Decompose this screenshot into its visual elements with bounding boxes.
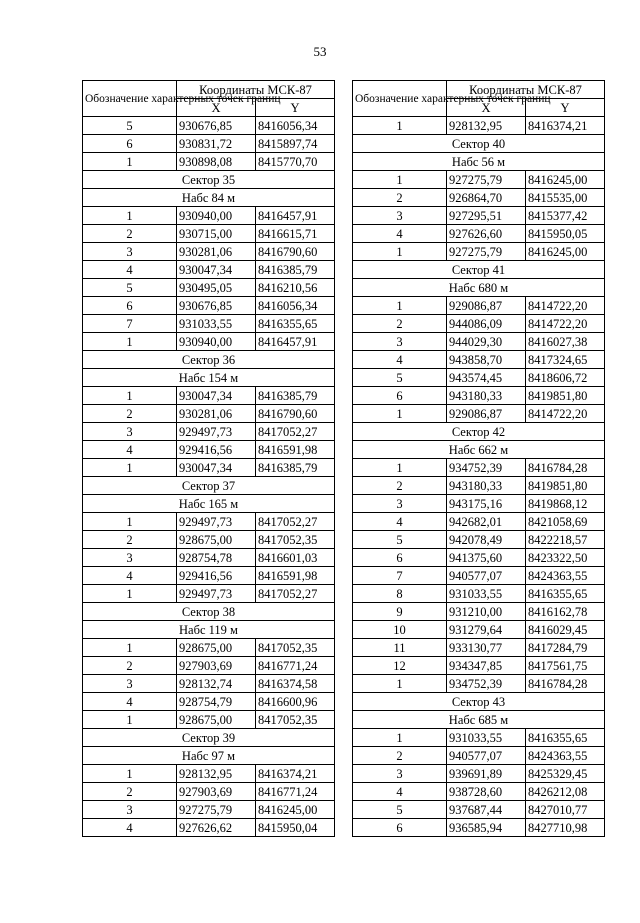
table-row — [83, 297, 335, 315]
x-coordinate: 943175,16 — [447, 495, 526, 513]
y-coordinate: 8419851,80 — [526, 387, 605, 405]
point-number: 3 — [353, 495, 447, 513]
table-row — [83, 801, 335, 819]
point-number: 6 — [353, 387, 447, 405]
table-row — [353, 675, 605, 693]
x-coordinate: 944029,30 — [447, 333, 526, 351]
x-coordinate: 931279,64 — [447, 621, 526, 639]
section-row — [83, 477, 335, 495]
point-number: 1 — [83, 459, 177, 477]
y-coordinate: 8427710,98 — [526, 819, 605, 837]
section-row — [353, 261, 605, 279]
section-label: Набс 119 м — [83, 621, 335, 639]
point-number: 1 — [83, 711, 177, 729]
table-row — [83, 765, 335, 783]
table-row — [83, 441, 335, 459]
y-coordinate: 8416771,24 — [256, 783, 335, 801]
y-coordinate: 8416385,79 — [256, 387, 335, 405]
x-coordinate: 931210,00 — [447, 603, 526, 621]
section-label: Набс 56 м — [353, 153, 605, 171]
point-number: 5 — [353, 801, 447, 819]
point-number: 3 — [353, 333, 447, 351]
x-coordinate: 930047,34 — [177, 459, 256, 477]
point-number: 6 — [353, 549, 447, 567]
point-number: 3 — [83, 801, 177, 819]
table-row — [353, 621, 605, 639]
table-row — [83, 459, 335, 477]
y-coordinate: 8417052,27 — [256, 585, 335, 603]
y-coordinate: 8416591,98 — [256, 441, 335, 459]
y-coordinate: 8415950,04 — [256, 819, 335, 837]
page-number: 53 — [313, 44, 327, 59]
table-row — [83, 405, 335, 423]
point-number: 2 — [83, 783, 177, 801]
y-coordinate: 8424363,55 — [526, 567, 605, 585]
y-coordinate: 8416374,21 — [256, 765, 335, 783]
section-label: Сектор 38 — [83, 603, 335, 621]
point-number: 1 — [83, 333, 177, 351]
table-row — [83, 261, 335, 279]
table-row — [353, 549, 605, 567]
table-body-left — [83, 117, 335, 837]
table-row — [83, 225, 335, 243]
x-coordinate: 927626,60 — [447, 225, 526, 243]
point-number: 11 — [353, 639, 447, 657]
x-coordinate: 943858,70 — [447, 351, 526, 369]
point-number: 5 — [83, 117, 177, 135]
y-coordinate: 8414722,20 — [526, 315, 605, 333]
table-row — [353, 783, 605, 801]
y-coordinate: 8425329,45 — [526, 765, 605, 783]
x-coordinate: 928754,78 — [177, 549, 256, 567]
x-coordinate: 943180,33 — [447, 477, 526, 495]
point-number: 4 — [353, 351, 447, 369]
y-coordinate: 8416162,78 — [526, 603, 605, 621]
point-number: 3 — [83, 549, 177, 567]
point-number: 2 — [83, 531, 177, 549]
point-number: 5 — [353, 531, 447, 549]
table-row — [353, 459, 605, 477]
x-coordinate: 930281,06 — [177, 405, 256, 423]
table-row — [83, 135, 335, 153]
y-column-header: Y — [256, 99, 335, 117]
point-number: 1 — [353, 171, 447, 189]
point-number: 5 — [83, 279, 177, 297]
table-row — [353, 477, 605, 495]
x-column-header: X — [447, 99, 526, 117]
point-number: 1 — [83, 387, 177, 405]
table-row — [353, 225, 605, 243]
x-coordinate: 927903,69 — [177, 783, 256, 801]
x-coordinate: 929416,56 — [177, 567, 256, 585]
point-number: 6 — [83, 297, 177, 315]
x-coordinate: 927903,69 — [177, 657, 256, 675]
point-number: 6 — [353, 819, 447, 837]
point-number: 7 — [83, 315, 177, 333]
x-coordinate: 926864,70 — [447, 189, 526, 207]
table-row — [353, 603, 605, 621]
point-number: 4 — [83, 441, 177, 459]
table-row — [353, 117, 605, 135]
y-coordinate: 8423322,50 — [526, 549, 605, 567]
table-row — [83, 657, 335, 675]
table-row — [83, 423, 335, 441]
y-coordinate: 8415535,00 — [526, 189, 605, 207]
section-row — [353, 135, 605, 153]
x-coordinate: 928132,95 — [177, 765, 256, 783]
table-row — [353, 639, 605, 657]
point-number: 1 — [83, 765, 177, 783]
x-coordinate: 933130,77 — [447, 639, 526, 657]
point-number: 1 — [83, 639, 177, 657]
point-number: 9 — [353, 603, 447, 621]
point-number: 4 — [353, 513, 447, 531]
point-number: 10 — [353, 621, 447, 639]
point-number: 1 — [353, 675, 447, 693]
section-row — [83, 495, 335, 513]
y-coordinate: 8417052,35 — [256, 711, 335, 729]
table-row — [353, 333, 605, 351]
point-number: 2 — [83, 225, 177, 243]
table-row — [83, 387, 335, 405]
y-coordinate: 8419851,80 — [526, 477, 605, 495]
y-coordinate: 8416245,00 — [526, 171, 605, 189]
y-coordinate: 8416790,60 — [256, 243, 335, 261]
point-number: 5 — [353, 369, 447, 387]
y-coordinate: 8416457,91 — [256, 207, 335, 225]
x-coordinate: 930715,00 — [177, 225, 256, 243]
section-label: Сектор 35 — [83, 171, 335, 189]
y-coordinate: 8426212,08 — [526, 783, 605, 801]
x-coordinate: 927275,79 — [177, 801, 256, 819]
x-coordinate: 940577,07 — [447, 567, 526, 585]
table-row — [353, 207, 605, 225]
x-coordinate: 928132,74 — [177, 675, 256, 693]
section-label: Сектор 40 — [353, 135, 605, 153]
y-column-header: Y — [526, 99, 605, 117]
table-row — [353, 189, 605, 207]
y-coordinate: 8424363,55 — [526, 747, 605, 765]
point-number: 6 — [83, 135, 177, 153]
x-coordinate: 938728,60 — [447, 783, 526, 801]
y-coordinate: 8415897,74 — [256, 135, 335, 153]
point-number: 1 — [83, 153, 177, 171]
x-coordinate: 934752,39 — [447, 459, 526, 477]
y-coordinate: 8417052,35 — [256, 531, 335, 549]
table-row — [353, 315, 605, 333]
table-row — [83, 117, 335, 135]
coordinates-table-left — [82, 80, 335, 837]
x-column-header: X — [177, 99, 256, 117]
table-row — [83, 315, 335, 333]
section-row — [83, 603, 335, 621]
y-coordinate: 8414722,20 — [526, 297, 605, 315]
table-row — [83, 711, 335, 729]
y-coordinate: 8416771,24 — [256, 657, 335, 675]
x-coordinate: 929497,73 — [177, 585, 256, 603]
table-row — [83, 207, 335, 225]
y-coordinate: 8415377,42 — [526, 207, 605, 225]
section-row — [83, 729, 335, 747]
section-label: Набс 154 м — [83, 369, 335, 387]
point-number: 1 — [83, 585, 177, 603]
table-row — [353, 369, 605, 387]
table-row — [353, 171, 605, 189]
point-number: 4 — [353, 783, 447, 801]
y-coordinate: 8416355,65 — [256, 315, 335, 333]
y-coordinate: 8416027,38 — [526, 333, 605, 351]
y-coordinate: 8416374,58 — [256, 675, 335, 693]
x-coordinate: 942682,01 — [447, 513, 526, 531]
table-row — [353, 387, 605, 405]
section-row — [353, 153, 605, 171]
section-row — [353, 441, 605, 459]
y-coordinate: 8414722,20 — [526, 405, 605, 423]
table-row — [353, 819, 605, 837]
y-coordinate: 8416056,34 — [256, 117, 335, 135]
point-number: 7 — [353, 567, 447, 585]
point-designation-header: Обозначение характерных точек границ — [83, 81, 177, 117]
x-coordinate: 930047,34 — [177, 261, 256, 279]
table-row — [353, 513, 605, 531]
point-number: 8 — [353, 585, 447, 603]
point-number: 12 — [353, 657, 447, 675]
point-number: 3 — [353, 207, 447, 225]
y-coordinate: 8416245,00 — [526, 243, 605, 261]
x-coordinate: 930898,08 — [177, 153, 256, 171]
point-designation-header: Обозначение характерных точек границ — [353, 81, 447, 117]
section-row — [353, 711, 605, 729]
x-coordinate: 927295,51 — [447, 207, 526, 225]
section-row — [353, 279, 605, 297]
table-row — [353, 801, 605, 819]
point-number: 1 — [353, 459, 447, 477]
y-coordinate: 8417284,79 — [526, 639, 605, 657]
table-row — [83, 333, 335, 351]
section-label: Набс 84 м — [83, 189, 335, 207]
y-coordinate: 8416784,28 — [526, 675, 605, 693]
y-coordinate: 8416374,21 — [526, 117, 605, 135]
x-coordinate: 927275,79 — [447, 171, 526, 189]
x-coordinate: 943180,33 — [447, 387, 526, 405]
y-coordinate: 8417052,27 — [256, 513, 335, 531]
table-row — [353, 765, 605, 783]
x-coordinate: 928675,00 — [177, 639, 256, 657]
point-number: 4 — [83, 261, 177, 279]
point-number: 2 — [83, 405, 177, 423]
point-number: 1 — [353, 243, 447, 261]
point-number: 1 — [83, 207, 177, 225]
x-coordinate: 928754,79 — [177, 693, 256, 711]
section-label: Сектор 37 — [83, 477, 335, 495]
y-coordinate: 8416457,91 — [256, 333, 335, 351]
x-coordinate: 941375,60 — [447, 549, 526, 567]
y-coordinate: 8421058,69 — [526, 513, 605, 531]
point-number: 2 — [353, 747, 447, 765]
table-row — [83, 585, 335, 603]
point-number: 2 — [83, 657, 177, 675]
table-row — [83, 153, 335, 171]
y-coordinate: 8416601,03 — [256, 549, 335, 567]
y-coordinate: 8418606,72 — [526, 369, 605, 387]
y-coordinate: 8416615,71 — [256, 225, 335, 243]
point-number: 3 — [83, 675, 177, 693]
table-row — [353, 531, 605, 549]
x-coordinate: 940577,07 — [447, 747, 526, 765]
x-coordinate: 931033,55 — [177, 315, 256, 333]
x-coordinate: 944086,09 — [447, 315, 526, 333]
x-coordinate: 934752,39 — [447, 675, 526, 693]
y-coordinate: 8416355,65 — [526, 585, 605, 603]
table-row — [83, 783, 335, 801]
y-coordinate: 8417324,65 — [526, 351, 605, 369]
y-coordinate: 8416385,79 — [256, 459, 335, 477]
point-number: 3 — [353, 765, 447, 783]
section-label: Набс 685 м — [353, 711, 605, 729]
point-number: 2 — [353, 315, 447, 333]
table-row — [353, 405, 605, 423]
table-row — [353, 747, 605, 765]
x-coordinate: 930940,00 — [177, 333, 256, 351]
table-row — [83, 567, 335, 585]
table-row — [353, 657, 605, 675]
x-coordinate: 929497,73 — [177, 423, 256, 441]
x-coordinate: 931033,55 — [447, 729, 526, 747]
x-coordinate: 931033,55 — [447, 585, 526, 603]
section-label: Набс 680 м — [353, 279, 605, 297]
point-number: 2 — [353, 189, 447, 207]
table-row — [353, 297, 605, 315]
section-row — [83, 621, 335, 639]
y-coordinate: 8419868,12 — [526, 495, 605, 513]
section-row — [83, 747, 335, 765]
point-number: 1 — [353, 117, 447, 135]
y-coordinate: 8417052,35 — [256, 639, 335, 657]
y-coordinate: 8416210,56 — [256, 279, 335, 297]
point-number: 4 — [83, 819, 177, 837]
table-row — [83, 675, 335, 693]
x-coordinate: 929416,56 — [177, 441, 256, 459]
x-coordinate: 943574,45 — [447, 369, 526, 387]
x-coordinate: 927275,79 — [447, 243, 526, 261]
y-coordinate: 8416600,96 — [256, 693, 335, 711]
table-row — [83, 549, 335, 567]
y-coordinate: 8422218,57 — [526, 531, 605, 549]
y-coordinate: 8415770,70 — [256, 153, 335, 171]
section-row — [83, 351, 335, 369]
y-coordinate: 8416029,45 — [526, 621, 605, 639]
table-row — [353, 351, 605, 369]
section-label: Сектор 41 — [353, 261, 605, 279]
point-number: 1 — [353, 405, 447, 423]
x-coordinate: 928132,95 — [447, 117, 526, 135]
y-coordinate: 8416056,34 — [256, 297, 335, 315]
x-coordinate: 930495,05 — [177, 279, 256, 297]
section-label: Сектор 43 — [353, 693, 605, 711]
y-coordinate: 8416790,60 — [256, 405, 335, 423]
section-label: Сектор 42 — [353, 423, 605, 441]
y-coordinate: 8427010,77 — [526, 801, 605, 819]
y-coordinate: 8417561,75 — [526, 657, 605, 675]
table-row — [83, 243, 335, 261]
point-number: 4 — [83, 693, 177, 711]
point-number: 1 — [353, 297, 447, 315]
section-label: Сектор 39 — [83, 729, 335, 747]
point-number: 1 — [353, 729, 447, 747]
table-row — [83, 513, 335, 531]
x-coordinate: 928675,00 — [177, 711, 256, 729]
table-row — [83, 693, 335, 711]
table-row — [83, 639, 335, 657]
point-number: 4 — [353, 225, 447, 243]
section-row — [353, 423, 605, 441]
point-number: 3 — [83, 243, 177, 261]
x-coordinate: 930940,00 — [177, 207, 256, 225]
section-label: Набс 97 м — [83, 747, 335, 765]
x-coordinate: 929086,87 — [447, 405, 526, 423]
point-number: 2 — [353, 477, 447, 495]
section-label: Сектор 36 — [83, 351, 335, 369]
table-row — [83, 279, 335, 297]
x-coordinate: 929497,73 — [177, 513, 256, 531]
x-coordinate: 936585,94 — [447, 819, 526, 837]
x-coordinate: 934347,85 — [447, 657, 526, 675]
section-row — [83, 171, 335, 189]
x-coordinate: 942078,49 — [447, 531, 526, 549]
section-row — [83, 189, 335, 207]
x-coordinate: 930047,34 — [177, 387, 256, 405]
point-number: 4 — [83, 567, 177, 585]
section-row — [83, 369, 335, 387]
table-row — [353, 567, 605, 585]
y-coordinate: 8417052,27 — [256, 423, 335, 441]
y-coordinate: 8416784,28 — [526, 459, 605, 477]
x-coordinate: 930281,06 — [177, 243, 256, 261]
y-coordinate: 8416245,00 — [256, 801, 335, 819]
x-coordinate: 937687,44 — [447, 801, 526, 819]
y-coordinate: 8416385,79 — [256, 261, 335, 279]
coordinates-header: Координаты МСК-87 — [177, 81, 335, 99]
table-row — [83, 819, 335, 837]
table-row — [353, 495, 605, 513]
section-row — [353, 693, 605, 711]
x-coordinate: 930676,85 — [177, 297, 256, 315]
coordinates-table-right — [352, 80, 605, 837]
table-body-right — [353, 117, 605, 837]
table-row — [353, 243, 605, 261]
table-row — [83, 531, 335, 549]
x-coordinate: 930831,72 — [177, 135, 256, 153]
x-coordinate: 930676,85 — [177, 117, 256, 135]
point-number: 1 — [83, 513, 177, 531]
x-coordinate: 929086,87 — [447, 297, 526, 315]
x-coordinate: 928675,00 — [177, 531, 256, 549]
y-coordinate: 8415950,05 — [526, 225, 605, 243]
x-coordinate: 939691,89 — [447, 765, 526, 783]
section-label: Набс 662 м — [353, 441, 605, 459]
table-row — [353, 729, 605, 747]
y-coordinate: 8416591,98 — [256, 567, 335, 585]
table-row — [353, 585, 605, 603]
point-number: 3 — [83, 423, 177, 441]
coordinates-header: Координаты МСК-87 — [447, 81, 605, 99]
section-label: Набс 165 м — [83, 495, 335, 513]
x-coordinate: 927626,62 — [177, 819, 256, 837]
y-coordinate: 8416355,65 — [526, 729, 605, 747]
